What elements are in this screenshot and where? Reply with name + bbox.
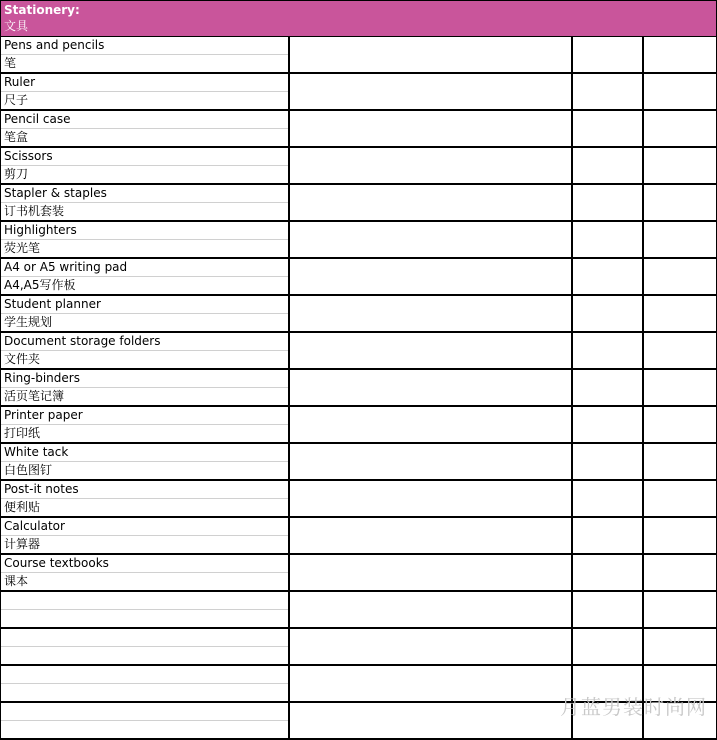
table-row [1,332,717,369]
item-label-cell [1,221,289,258]
notes-cell[interactable] [289,73,572,110]
check-cell[interactable] [572,221,643,258]
item-name-en: Printer paper [1,407,288,425]
item-label-cell [1,554,289,591]
check-cell[interactable] [643,258,717,295]
table-row [1,184,717,221]
notes-cell[interactable] [289,258,572,295]
check-cell[interactable] [572,73,643,110]
item-name-zh: 笔盒 [4,130,29,144]
item-name-zh: 尺子 [4,93,29,107]
table-row [1,443,717,480]
item-label-cell [1,406,289,443]
check-cell[interactable] [643,37,717,74]
item-name-zh: 剪刀 [4,167,29,181]
check-cell[interactable] [572,554,643,591]
table-row [1,258,717,295]
check-cell[interactable] [572,184,643,221]
item-label-cell [1,184,289,221]
item-name-zh: 订书机套装 [4,204,65,218]
item-label-cell [1,73,289,110]
item-name-zh: A4,A5写作板 [4,278,76,292]
notes-cell[interactable] [289,591,572,628]
item-name-en: Course textbooks [1,555,288,573]
notes-cell[interactable] [289,37,572,74]
item-label-cell [1,295,289,332]
item-name-zh: 学生规划 [4,315,53,329]
item-name-zh: 课本 [4,574,29,588]
table-row [1,591,717,628]
item-name-zh: 文件夹 [4,352,41,366]
item-name-en: A4 or A5 writing pad [1,259,288,277]
watermark: 月蓝男装时尚网 [560,695,707,719]
check-cell[interactable] [643,517,717,554]
table-row [1,221,717,258]
item-name-zh [1,647,288,664]
check-cell[interactable] [572,369,643,406]
table-row [1,73,717,110]
item-label-cell [1,480,289,517]
table-row [1,369,717,406]
check-cell[interactable] [643,110,717,147]
section-title-zh: 文具 [4,19,29,33]
check-cell[interactable] [572,443,643,480]
check-cell[interactable] [643,480,717,517]
notes-cell[interactable] [289,110,572,147]
item-name-en: White tack [1,444,288,462]
item-label-cell [1,258,289,295]
table-row [1,37,717,74]
check-cell[interactable] [572,517,643,554]
check-cell[interactable] [643,73,717,110]
item-name-zh: 计算器 [4,537,41,551]
check-cell[interactable] [572,628,643,665]
check-cell[interactable] [643,369,717,406]
notes-cell[interactable] [289,184,572,221]
item-label-cell [1,443,289,480]
notes-cell[interactable] [289,665,572,702]
item-label-cell [1,591,289,628]
check-cell[interactable] [643,147,717,184]
item-name-en: Post-it notes [1,481,288,499]
notes-cell[interactable] [289,554,572,591]
item-name-zh: 白色图钉 [4,463,53,477]
item-label-cell [1,37,289,74]
item-name-en: Scissors [1,148,288,166]
item-name-en: Ruler [1,74,288,92]
item-name-en [1,703,288,721]
item-name-zh [1,684,288,701]
item-name-zh: 荧光笔 [4,241,41,255]
notes-cell[interactable] [289,628,572,665]
check-cell[interactable] [572,406,643,443]
notes-cell[interactable] [289,369,572,406]
check-cell[interactable] [643,332,717,369]
table-row [1,110,717,147]
item-name-en [1,629,288,647]
notes-cell[interactable] [289,517,572,554]
item-name-en: Pencil case [1,111,288,129]
table-row [1,517,717,554]
item-name-en: Stapler & staples [1,185,288,203]
header-row [1,1,717,37]
table-row [1,480,717,517]
item-label-cell [1,517,289,554]
check-cell[interactable] [643,184,717,221]
item-name-en: Ring-binders [1,370,288,388]
item-label-cell [1,110,289,147]
item-label-cell [1,702,289,739]
check-cell[interactable] [572,480,643,517]
notes-cell[interactable] [289,443,572,480]
table-row [1,628,717,665]
section-title-en: Stationery: [4,3,80,17]
item-name-zh: 笔 [4,56,17,70]
item-label-cell [1,369,289,406]
item-name-zh [1,610,288,627]
check-cell[interactable] [572,295,643,332]
check-cell[interactable] [572,147,643,184]
check-cell[interactable] [572,591,643,628]
item-name-en: Highlighters [1,222,288,240]
check-cell[interactable] [643,295,717,332]
check-cell[interactable] [572,37,643,74]
section-header [1,1,717,37]
notes-cell[interactable] [289,221,572,258]
item-name-zh: 打印纸 [4,426,41,440]
check-cell[interactable] [643,221,717,258]
item-label-cell [1,147,289,184]
notes-cell[interactable] [289,406,572,443]
item-label-cell [1,628,289,665]
check-cell[interactable] [572,332,643,369]
check-cell[interactable] [643,591,717,628]
check-cell[interactable] [572,110,643,147]
item-name-en [1,666,288,684]
check-cell[interactable] [643,406,717,443]
notes-cell[interactable] [289,332,572,369]
notes-cell[interactable] [289,480,572,517]
check-cell[interactable] [643,628,717,665]
item-label-cell [1,332,289,369]
table-row [1,295,717,332]
item-label-cell [1,665,289,702]
item-name-en: Document storage folders [1,333,288,351]
table-row [1,406,717,443]
check-cell[interactable] [643,554,717,591]
item-name-en: Student planner [1,296,288,314]
table-row [1,554,717,591]
notes-cell[interactable] [289,702,572,739]
check-cell[interactable] [572,258,643,295]
check-cell[interactable] [643,443,717,480]
notes-cell[interactable] [289,147,572,184]
item-name-zh [1,721,288,738]
table-row [1,147,717,184]
item-name-zh: 活页笔记簿 [4,389,65,403]
item-name-en [1,592,288,610]
item-name-en: Calculator [1,518,288,536]
notes-cell[interactable] [289,295,572,332]
item-name-zh: 便利贴 [4,500,41,514]
item-name-en: Pens and pencils [1,37,288,55]
